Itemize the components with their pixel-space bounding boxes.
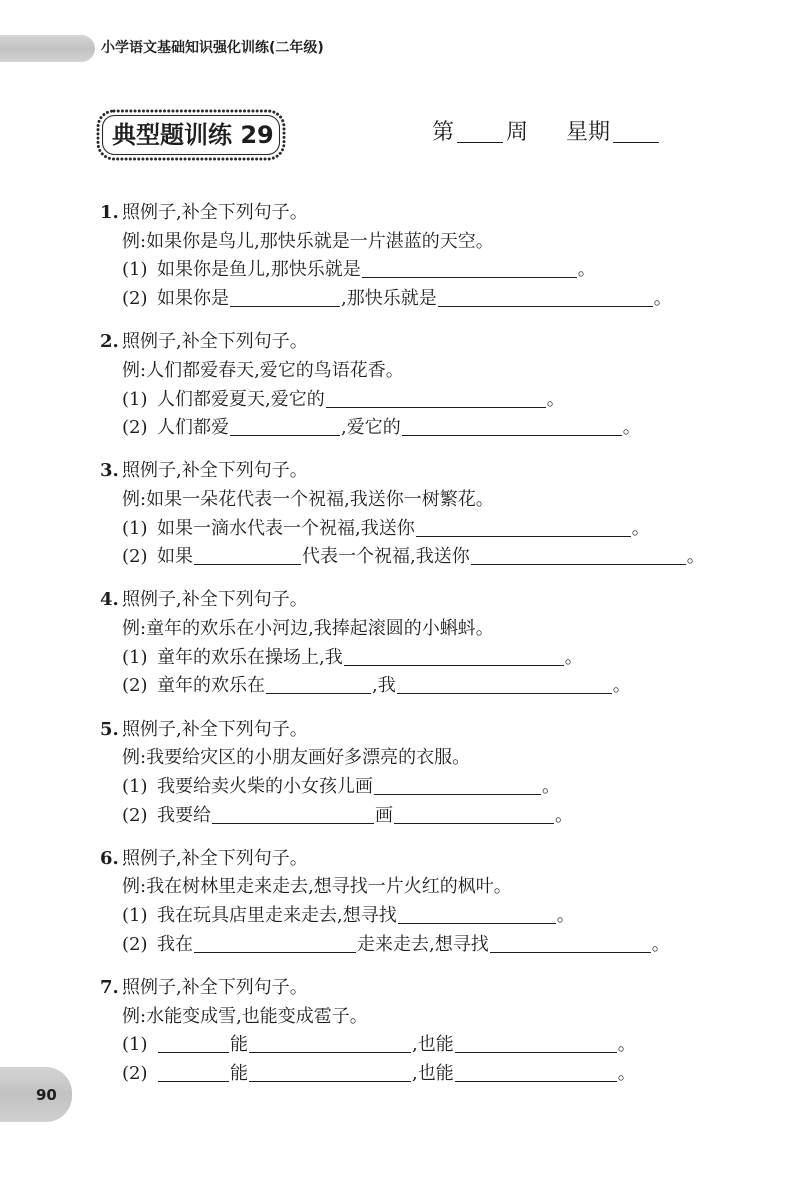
answer-blank: [194, 564, 301, 565]
item-text: 。: [617, 1034, 636, 1056]
answer-blank: [194, 952, 356, 953]
item-text: 走来走去,想寻找: [357, 933, 489, 955]
question-number: 5.: [100, 718, 119, 740]
answer-item: [100, 773, 760, 802]
example-sentence: 例:人们都爱春天,爱它的鸟语花香。: [122, 359, 404, 381]
item-label: (1): [122, 259, 148, 281]
answer-blank: [374, 794, 541, 795]
item-text: 。: [555, 804, 573, 826]
answer-item: [100, 414, 760, 443]
answer-blank: [394, 823, 554, 824]
item-text: 我要给卖火柴的小女孩儿画: [157, 775, 373, 797]
item-label: (2): [122, 417, 148, 439]
answer-blank: [362, 277, 577, 278]
item-text: 童年的欢乐在操场上,我: [157, 646, 343, 668]
answer-blank: [471, 564, 686, 565]
question-heading: [100, 974, 760, 1003]
example-sentence: 例:水能变成雪,也能变成雹子。: [122, 1005, 368, 1027]
question-1: [100, 199, 760, 314]
item-label: (1): [122, 388, 148, 410]
question-2: [100, 328, 760, 443]
answer-blank: [249, 1052, 411, 1053]
item-text: 。: [577, 259, 596, 281]
question-number: 1.: [100, 202, 119, 223]
answer-item: [100, 902, 760, 931]
question-heading: [100, 845, 760, 874]
question-number: 4.: [100, 589, 119, 611]
item-text: 。: [542, 775, 560, 797]
item-label: (2): [122, 288, 148, 310]
item-label: (1): [122, 775, 148, 797]
question-heading: [100, 199, 760, 228]
question-instruction: 照例子,补全下列句子。: [122, 976, 308, 998]
answer-blank: [402, 435, 622, 436]
item-text: 。: [653, 288, 672, 310]
answer-blank: [490, 952, 651, 953]
answer-blank: [416, 536, 631, 537]
item-text: ,也能: [412, 1034, 454, 1056]
example-sentence: 例:我要给灾区的小朋友画好多漂亮的衣服。: [122, 747, 471, 769]
item-label: (1): [122, 517, 148, 539]
item-text: 。: [612, 675, 631, 697]
example-sentence: 例:如果你是鸟儿,那快乐就是一片湛蓝的天空。: [122, 230, 494, 252]
item-text: ,爱它的: [341, 417, 401, 439]
item-text: 。: [617, 1062, 636, 1084]
example-sentence: 例:我在树林里走来走去,想寻找一片火红的枫叶。: [122, 876, 512, 898]
item-text: ,我: [372, 675, 396, 697]
answer-item: [100, 515, 760, 544]
item-label: (1): [122, 1034, 148, 1056]
item-label: (2): [122, 804, 148, 826]
item-text: 人们都爱: [157, 417, 229, 439]
question-number: 2.: [100, 331, 119, 353]
item-text: 能: [230, 1062, 248, 1084]
question-7: [100, 974, 760, 1089]
answer-blank: [397, 693, 612, 694]
item-text: 。: [631, 517, 650, 539]
schedule-fields: [432, 118, 662, 148]
week-prefix: 第: [432, 120, 455, 145]
example-sentence: 例:如果一朵花代表一个祝福,我送你一树繁花。: [122, 488, 494, 510]
item-label: (2): [122, 675, 148, 697]
page-number: 90: [36, 1086, 57, 1104]
item-text: 能: [230, 1034, 248, 1056]
question-number: 6.: [100, 847, 119, 869]
item-label: (2): [122, 546, 148, 568]
item-text: 童年的欢乐在: [157, 675, 265, 697]
answer-blank: [158, 1081, 229, 1082]
item-text: 。: [556, 905, 575, 927]
question-instruction: 照例子,补全下列句子。: [122, 460, 308, 482]
answer-item: [100, 386, 760, 415]
answer-blank: [266, 693, 371, 694]
item-text: 。: [622, 417, 641, 439]
item-text: 我在: [157, 933, 193, 955]
answer-item: [100, 802, 760, 831]
answer-blank: [398, 923, 556, 924]
item-text: 我在玩具店里走来走去,想寻找: [157, 905, 397, 927]
question-list: [100, 199, 760, 1103]
question-number: 7.: [100, 976, 119, 998]
item-text: 。: [686, 546, 705, 568]
question-instruction: 照例子,补全下列句子。: [122, 847, 308, 869]
item-text: 代表一个祝福,我送你: [302, 546, 470, 568]
answer-item: [100, 931, 760, 960]
week-blank: [457, 142, 503, 143]
question-6: [100, 845, 760, 960]
question-heading: [100, 586, 760, 615]
item-text: ,也能: [412, 1062, 454, 1084]
item-text: 。: [564, 646, 583, 668]
answer-blank: [230, 435, 340, 436]
item-label: (1): [122, 905, 148, 927]
question-number: 3.: [100, 460, 119, 482]
weekday-label: 星期: [566, 120, 611, 145]
answer-item: [100, 285, 760, 314]
question-heading: [100, 457, 760, 486]
question-instruction: 照例子,补全下列句子。: [122, 331, 308, 353]
item-text: 如果你是: [157, 288, 229, 310]
item-text: 如果: [157, 546, 193, 568]
item-text: 。: [546, 388, 565, 410]
answer-blank: [230, 306, 340, 307]
answer-blank: [455, 1052, 617, 1053]
question-5: [100, 716, 760, 831]
item-label: (2): [122, 933, 148, 955]
running-title: 小学语文基础知识强化训练(二年级): [101, 40, 324, 56]
question-heading: [100, 328, 760, 357]
item-text: 如果一滴水代表一个祝福,我送你: [157, 517, 415, 539]
answer-item: [100, 644, 760, 673]
answer-item: [100, 1060, 760, 1089]
title-label: 典型题训练 29: [112, 121, 274, 149]
answer-blank: [212, 823, 374, 824]
weekday-blank: [613, 142, 659, 143]
answer-item: [100, 543, 760, 572]
item-text: 我要给: [157, 804, 211, 826]
answer-blank: [249, 1081, 411, 1082]
answer-item: [100, 1031, 760, 1060]
answer-blank: [344, 665, 564, 666]
example-sentence: 例:童年的欢乐在小河边,我捧起滚圆的小蝌蚪。: [122, 618, 494, 640]
answer-blank: [438, 306, 653, 307]
question-3: [100, 457, 760, 572]
answer-item: [100, 672, 760, 701]
item-label: (2): [122, 1062, 148, 1084]
item-text: 如果你是鱼儿,那快乐就是: [157, 259, 361, 281]
item-text: 人们都爱夏天,爱它的: [157, 388, 325, 410]
answer-blank: [455, 1081, 617, 1082]
answer-item: [100, 256, 760, 285]
question-heading: [100, 716, 760, 745]
question-4: [100, 586, 760, 701]
week-suffix: 周: [506, 120, 529, 145]
question-instruction: 照例子,补全下列句子。: [122, 589, 308, 611]
running-header-tab: [0, 35, 95, 62]
title-box: [95, 108, 287, 162]
item-text: 画: [375, 804, 393, 826]
question-instruction: 照例子,补全下列句子。: [122, 202, 308, 223]
item-text: ,那快乐就是: [341, 288, 437, 310]
answer-blank: [326, 407, 546, 408]
question-instruction: 照例子,补全下列句子。: [122, 718, 308, 740]
item-text: 。: [651, 933, 670, 955]
item-label: (1): [122, 646, 148, 668]
answer-blank: [158, 1052, 229, 1053]
